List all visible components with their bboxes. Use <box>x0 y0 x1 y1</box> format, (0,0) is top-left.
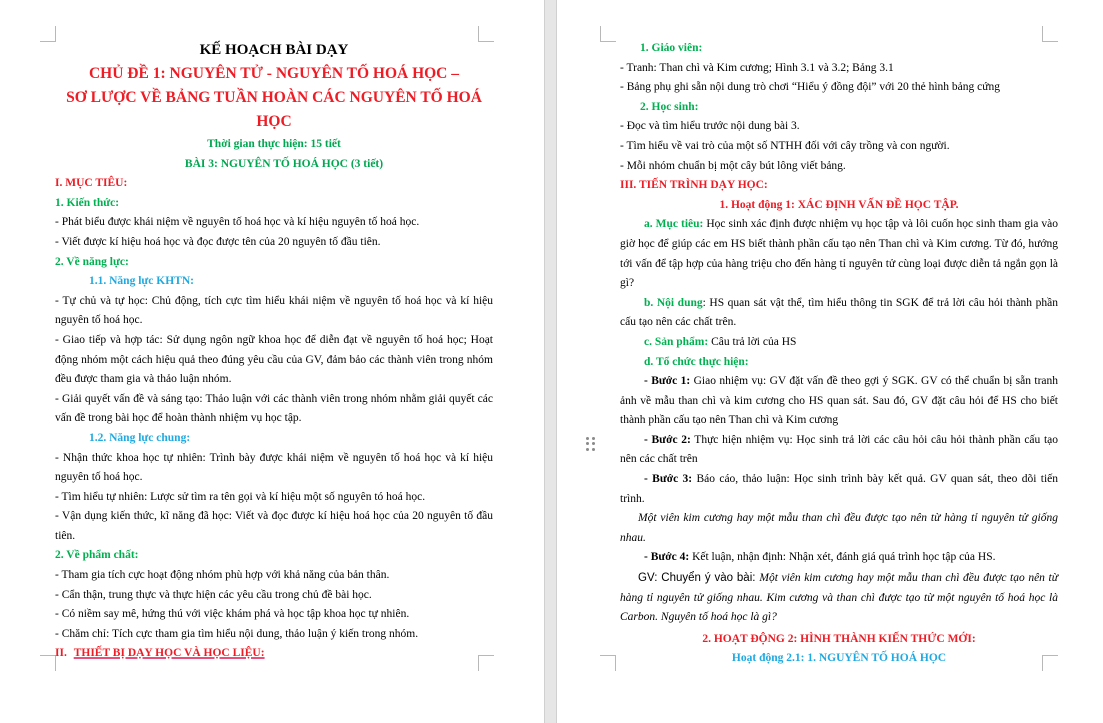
quality-item: - Có niềm say mê, hứng thú với việc khám phá và học tập khoa học tự nhiên. <box>55 608 410 621</box>
section-objectives-heading: I. MỤC TIÊU: <box>55 177 128 190</box>
page-gap <box>544 0 557 723</box>
general-item: - Vận dụng kiến thức, kĩ năng đã học: Viết và đọc được kí hiệu hoá học của 20 nguyên tố đầu tiên. <box>55 510 493 542</box>
step-label: - Bước 1: <box>644 375 691 388</box>
student-heading: 2. Học sinh: <box>640 100 699 113</box>
step-paragraph <box>620 372 1058 431</box>
goal-text: Học sinh xác định được nhiệm vụ học tập và lôi cuốn học sinh tham gia vào giờ học để giúp các em HS biết thành phần cấu tạo nên Than chì và Kim cương. Từ đó, hướng tới vấn để tập hợp của hàng triệu cho đến hàng tỉ nguyên tử cùng loại được diễn tả ngắn gọn là gì? <box>620 218 1058 290</box>
lesson-title: BÀI 3: NGUYÊN TỐ HOÁ HỌC (3 tiết) <box>184 157 384 170</box>
transition-text: Một viên kim cương hay một mẫu than chì đều được tạo nên từ hàng tỉ nguyên tử giống nhau. Kim cương và than chì được tạo từ một nguyên tố hoá học là Carbon. Nguyên tố hoá học là gì? <box>620 572 1058 624</box>
activity2-1-heading: Hoạt động 2.1: 1. NGUYÊN TỐ HOÁ HỌC <box>731 652 947 665</box>
topic-title-line1: CHỦ ĐỀ 1: NGUYÊN TỬ - NGUYÊN TỐ HOÁ HỌC – <box>88 65 459 82</box>
khtn-item: - Giải quyết vấn đề và sáng tạo: Thảo luận với các thành viên trong nhóm nhằm giải quyết các vấn đề trong bài học để hoàn thành nhiệm vụ học tập. <box>55 392 493 425</box>
general-item: - Tìm hiểu tự nhiên: Lược sử tìm ra tên gọi và kí hiệu một số nguyên tó hoá học. <box>55 490 426 503</box>
step-label: - Bước 3: <box>644 473 693 486</box>
drag-handle-icon[interactable] <box>586 437 596 451</box>
organization-paragraph <box>620 353 1058 373</box>
transition-label: GV: Chuyển ý vào bài: <box>638 572 760 585</box>
crop-mark-top-left <box>600 26 616 42</box>
step-text: Thực hiện nhiệm vụ: Học sinh trả lời các câu hỏi câu hỏi thành phần cấu tạo nên các chất trên <box>620 433 1059 466</box>
student-item: - Mỗi nhóm chuẩn bị một cây bút lông viết bảng. <box>620 159 846 172</box>
activity2-heading: 2. HOẠT ĐỘNG 2: HÌNH THÀNH KIẾN THỨC MỚI: <box>702 632 976 645</box>
page-content-right[interactable] <box>620 39 1058 669</box>
goal-paragraph <box>620 215 1058 293</box>
step-text: Kết luận, nhận định: Nhận xét, đánh giá quá trình học tập của HS. <box>689 551 996 564</box>
section-equipment-heading <box>55 644 493 664</box>
crop-mark-top-left <box>40 26 56 42</box>
knowledge-heading: 1. Kiến thức: <box>55 196 120 209</box>
general-competence-heading: 1.2. Năng lực chung: <box>89 431 191 444</box>
khtn-item: - Tự chủ và tự học: Chủ động, tích cực tìm hiểu khái niệm về nguyên tố hoá học và kí hiệu nguyên tố hoá học. <box>55 294 493 327</box>
general-item: - Nhận thức khoa học tự nhiên: Trình bày được khái niệm về nguyên tố hoá học và kí hiệu nguyên tố hoá học. <box>55 451 493 484</box>
quality-item: - Cẩn thận, trung thực và thực hiện các yêu cầu trong chủ đề bài học. <box>55 588 372 601</box>
product-paragraph <box>620 333 1058 353</box>
teacher-item: - Tranh: Than chì và Kim cương; Hình 3.1 và 3.2; Bảng 3.1 <box>620 61 894 74</box>
goal-label: a. Mục tiêu: <box>644 218 704 231</box>
quality-item: - Tham gia tích cực hoạt động nhóm phù hợp với khả năng của bản thân. <box>55 569 390 582</box>
crop-mark-bottom-left <box>600 655 616 671</box>
quality-item: - Chăm chỉ: Tích cực tham gia tìm hiểu nội dung, thảo luận ý kiến trong nhóm. <box>55 627 419 640</box>
organization-label: d. Tổ chức thực hiện: <box>644 355 749 368</box>
khtn-competence-heading: 1.1. Năng lực KHTN: <box>89 275 194 288</box>
document-title: KẾ HOẠCH BÀI DẠY <box>199 42 349 58</box>
teacher-item: - Bảng phụ ghi sẵn nội dung trò chơi “Hiểu ý đồng đội” với 20 thẻ hình bảng cứng <box>620 81 1000 94</box>
transition-paragraph <box>620 569 1058 628</box>
qualities-heading: 2. Về phẩm chất: <box>55 549 139 562</box>
step-paragraph <box>620 431 1058 470</box>
activity1-heading: 1. Hoạt động 1: XÁC ĐỊNH VẤN ĐỀ HỌC TẬP. <box>719 198 959 211</box>
step-paragraph <box>620 470 1058 509</box>
document-page-right[interactable] <box>557 0 1103 723</box>
section-number: II. <box>55 647 67 660</box>
topic-title-line2: SƠ LƯỢC VỀ BẢNG TUẦN HOÀN CÁC NGUYÊN TỐ HOÁ HỌC <box>66 89 482 130</box>
section-equipment-title: THIẾT BỊ DẠY HỌC VÀ HỌC LIỆU: <box>73 647 265 660</box>
section-process-heading: III. TIẾN TRÌNH DẠY HỌC: <box>620 179 768 192</box>
step-text: Báo cáo, thảo luận: Học sinh trình bày kết quả. GV quan sát, theo dõi tiến trình. <box>620 473 1059 505</box>
step3-italic-note: Một viên kim cương hay một mẫu than chì đều được tạo nên từ hàng tỉ nguyên tử giống nhau. <box>620 512 1058 544</box>
duration-text: Thời gian thực hiện: 15 tiết <box>207 138 341 150</box>
step-label: - Bước 2: <box>644 433 691 446</box>
step-text: Giao nhiệm vụ: GV đặt vấn đề theo gợi ý SGK. GV có thể chuẩn bị sẵn tranh ảnh về mẫu than chì và kim cương cho HS quan sát. Sau đó, GV đặt câu hỏi để HS cho biết thành phần cấu tạo nên Than chì và Kim cương <box>620 375 1059 427</box>
knowledge-item: - Phát biểu được khái niệm về nguyên tố hoá học và kí hiệu nguyên tố hoá học. <box>55 216 420 229</box>
step-paragraph <box>620 548 1058 568</box>
student-item: - Đọc và tìm hiểu trước nội dung bài 3. <box>620 120 800 133</box>
content-text: : HS quan sát vật thể, tìm hiểu thông tin SGK để trả lời câu hỏi thành phần cấu tạo nên các chất trên. <box>620 296 1058 329</box>
crop-mark-bottom-left <box>40 655 56 671</box>
page-content-left[interactable] <box>55 38 493 664</box>
step-label: - Bước 4: <box>644 551 690 564</box>
khtn-item: - Giao tiếp và hợp tác: Sử dụng ngôn ngữ khoa học để diễn đạt về nguyên tố hoá học; Hoạt động nhóm một cách hiệu quả theo đúng yêu cầu của GV, đảm bảo các thành viên trong nhóm đều được tham gia và thảo luận nhóm. <box>55 333 493 386</box>
teacher-heading: 1. Giáo viên: <box>640 42 703 54</box>
product-label: c. Sản phẩm: <box>644 335 709 348</box>
document-page-left[interactable] <box>0 0 544 723</box>
content-label: b. Nội dung <box>644 296 703 309</box>
knowledge-item: - Viết được kí hiệu hoá học và đọc được tên của 20 nguyên tố đầu tiên. <box>55 235 381 248</box>
product-text: Câu trả lời của HS <box>708 335 797 348</box>
student-item: - Tìm hiểu về vai trò của một số NTHH đối với cây trồng và con người. <box>620 139 950 152</box>
competence-heading: 2. Về năng lực: <box>55 255 129 268</box>
content-paragraph <box>620 294 1058 333</box>
